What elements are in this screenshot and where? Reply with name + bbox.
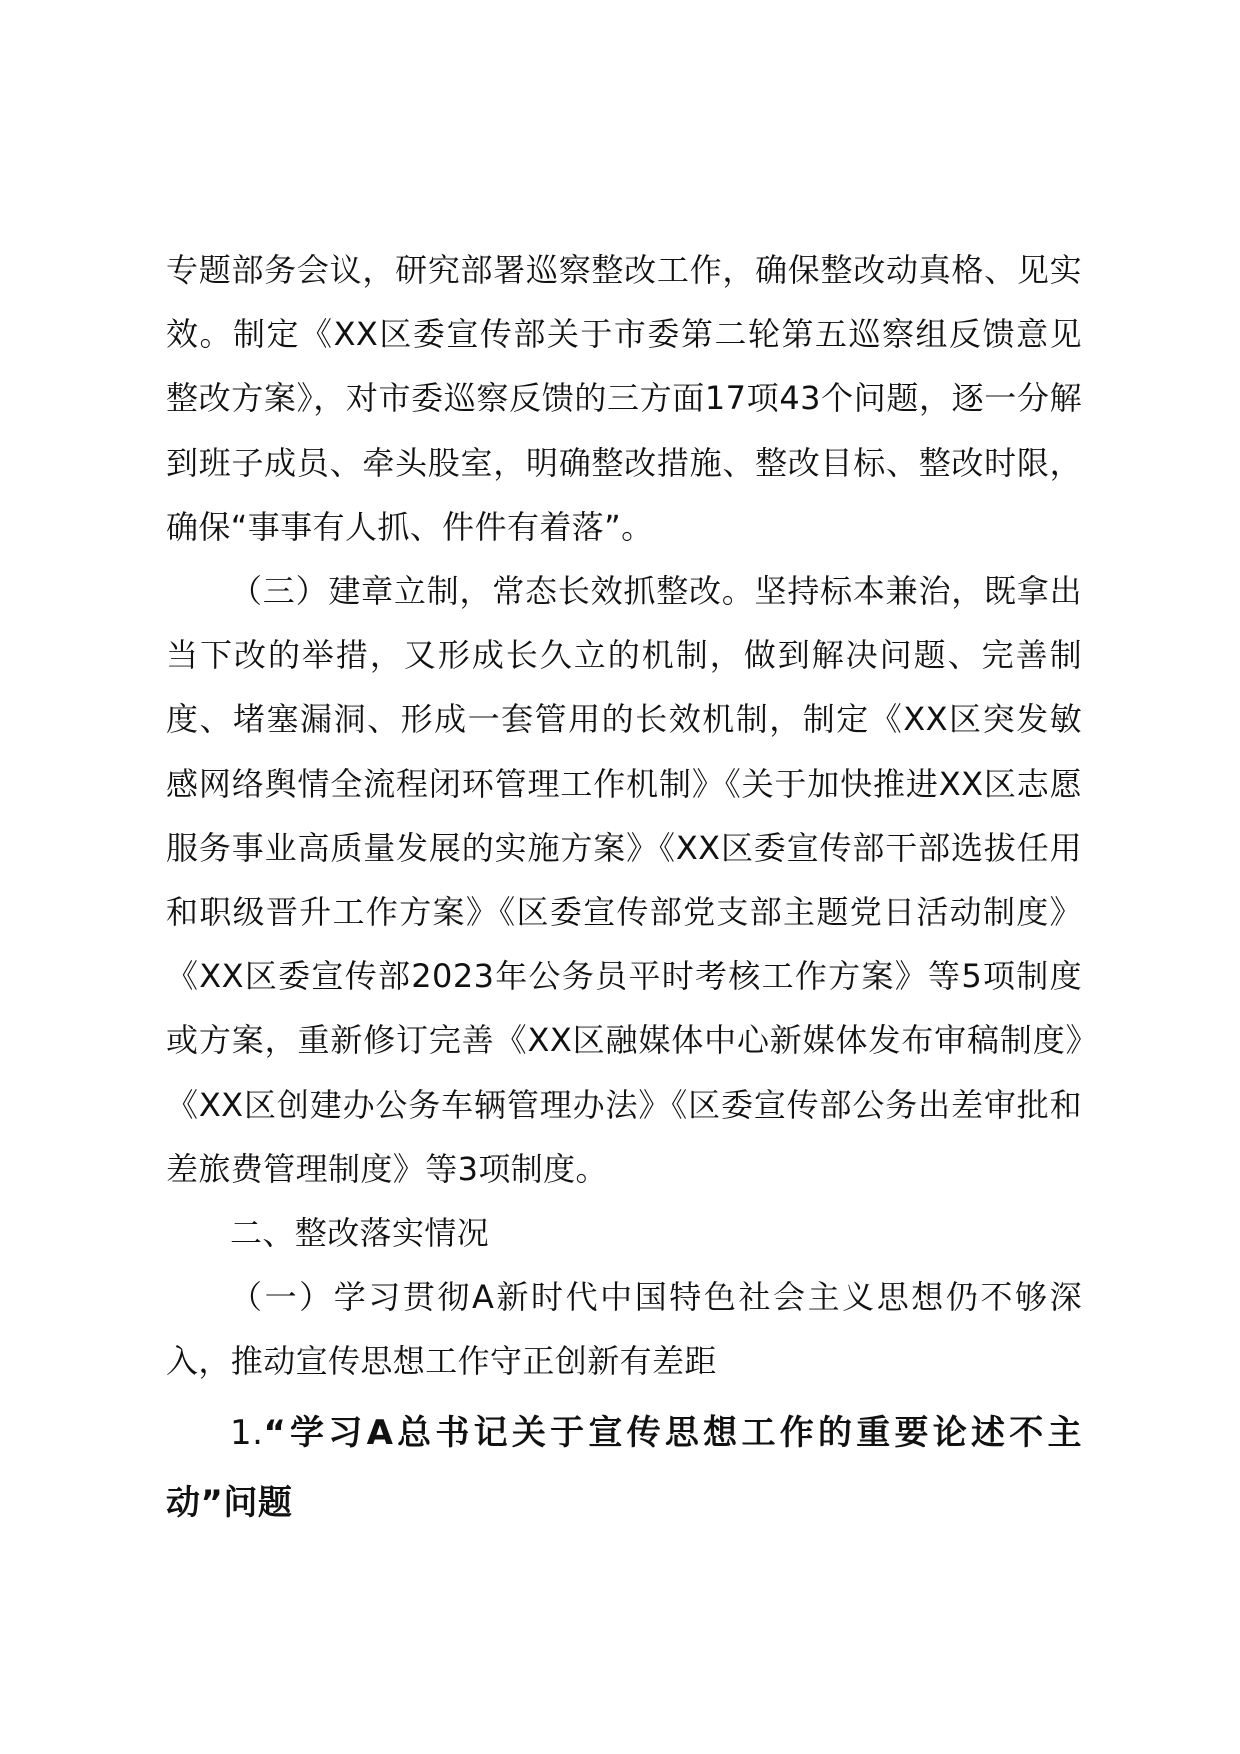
document-body [166, 238, 1082, 1538]
section-heading-two: 二、整改落实情况 [230, 1214, 490, 1253]
issue-heading-number: 1. [230, 1412, 264, 1453]
paragraph-section-three: （三）建章立制，常态长效抓整改。坚持标本兼治，既拿出当下改的举措，又形成长久立的机制，做到解决问题、完善制度、堵塞漏洞、形成一套管用的长效机制，制定《XX区突发敏感网络舆情全流程闭环管理工作机制》《关于加快推进XX区志愿服务事业高质量发展的实施方案》《XX区委宣传部干部选拔任用和职级晋升工作方案》《区委宣传部党支部主题党日活动制度》《XX区委宣传部2023年公务员平时考核工作方案》等5项制度或方案，重新修订完善《XX区融媒体中心新媒体发布审稿制度》《XX区创建办公务车辆管理办法》《区委宣传部公务出差审批和差旅费管理制度》等3项制度。 [166, 572, 1082, 1188]
issue-heading [166, 1398, 1082, 1538]
subsection-heading-one: （一）学习贯彻A新时代中国特色社会主义思想仍不够深入，推动宣传思想工作守正创新有差距 [166, 1278, 1082, 1381]
issue-heading-text: “学习A总书记关于宣传思想工作的重要论述不主动”问题 [166, 1412, 1082, 1523]
paragraph-continuation: 专题部务会议，研究部署巡察整改工作，确保整改动真格、见实效。制定《XX区委宣传部关于市委第二轮第五巡察组反馈意见整改方案》，对市委巡察反馈的三方面17项43个问题，逐一分解到班子成员、牵头股室，明确整改措施、整改目标、整改时限，确保“事事有人抓、件件有着落”。 [166, 251, 1082, 546]
